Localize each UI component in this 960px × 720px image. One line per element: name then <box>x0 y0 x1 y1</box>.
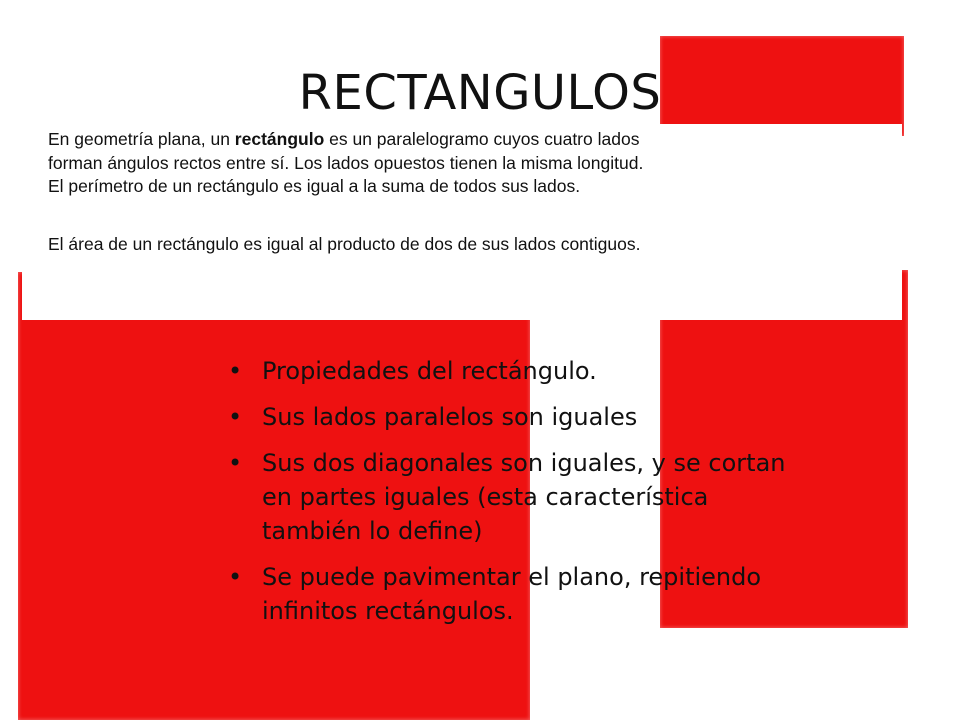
bullet-icon: • <box>228 563 243 591</box>
definition-line-4: El área de un rectángulo es igual al producto de dos de sus lados contiguos. <box>48 233 641 254</box>
definition-line-1-start: En geometría plana, un <box>48 129 235 149</box>
definition-line-3: El perímetro de un rectángulo es igual a la suma de todos sus lados. <box>48 176 581 196</box>
list-item <box>228 446 788 548</box>
slide-title: RECTANGULOS <box>298 65 662 121</box>
list-item-text: Se puede pavimentar el plano, repitiendo infinitos rectángulos. <box>262 563 762 625</box>
bullet-icon: • <box>228 357 243 385</box>
list-item <box>228 560 788 628</box>
bullet-icon: • <box>228 403 243 431</box>
definition-line-1-end: es un paralelogramo cuyos cuatro lados <box>324 129 640 149</box>
definition-term: rectángulo <box>234 129 325 149</box>
definition-line-2: forman ángulos rectos entre sí. Los lados opuestos tienen la misma longitud. <box>48 152 644 173</box>
list-item <box>228 354 788 388</box>
definition-line-1 <box>48 128 898 152</box>
list-item-text: Propiedades del rectángulo. <box>262 357 597 385</box>
list-item-text: Sus lados paralelos son iguales <box>262 403 638 431</box>
properties-list <box>228 354 788 640</box>
list-item-text: Sus dos diagonales son iguales, y se cortan en partes iguales (esta característica también lo define) <box>262 449 786 545</box>
definition-text <box>48 128 898 256</box>
bullet-icon: • <box>228 449 243 477</box>
list-item <box>228 400 788 434</box>
